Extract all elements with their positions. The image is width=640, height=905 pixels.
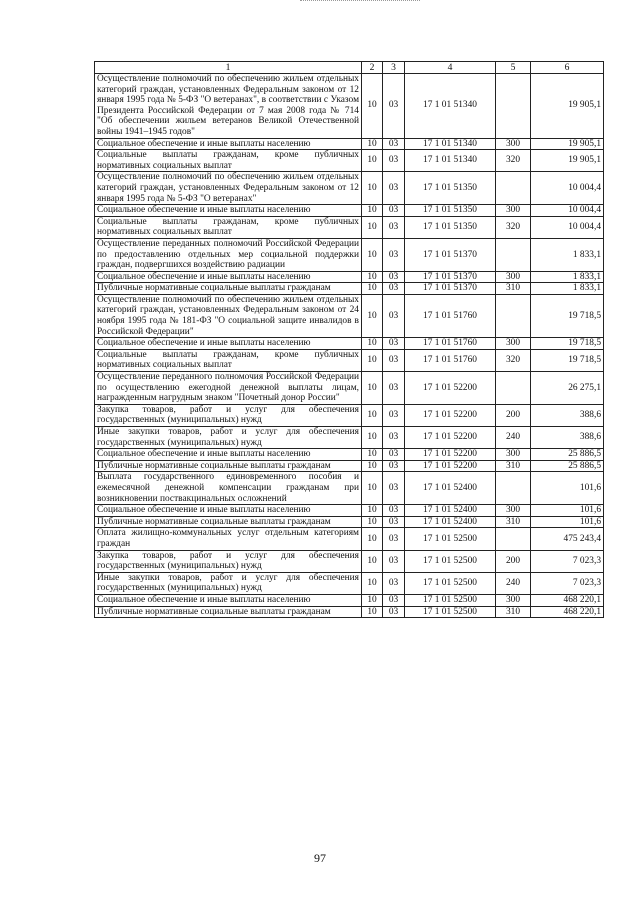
- expense-type-code: 300: [496, 338, 531, 350]
- razdel-code: 10: [362, 372, 383, 405]
- expense-name: Социальные выплаты гражданам, кроме публичных нормативных социальных выплат: [95, 150, 362, 172]
- expense-type-code: 300: [496, 505, 531, 517]
- expense-name: Иные закупки товаров, работ и услуг для обеспечения государственных (муниципальных) нужд: [95, 427, 362, 449]
- expense-type-code: [496, 472, 531, 505]
- podrazdel-code: 03: [383, 138, 405, 150]
- table-row: [95, 372, 604, 405]
- column-header-1: 1: [95, 62, 362, 74]
- expense-type-code: [496, 74, 531, 139]
- expense-type-code: [496, 294, 531, 337]
- podrazdel-code: 03: [383, 460, 405, 472]
- table-row: [95, 271, 604, 283]
- podrazdel-code: 03: [383, 594, 405, 606]
- table-row: [95, 172, 604, 205]
- scan-edge-mark: [300, 0, 420, 3]
- razdel-code: 10: [362, 338, 383, 350]
- table-row: [95, 550, 604, 572]
- table-row: [95, 338, 604, 350]
- expense-name: Выплата государственного единовременного пособия и ежемесячной денежной компенсации гражданам при возникновении поствакцинальных осложнений: [95, 472, 362, 505]
- amount: 1 833,1: [531, 283, 604, 295]
- table-row: [95, 449, 604, 461]
- table-row: [95, 505, 604, 517]
- razdel-code: 10: [362, 427, 383, 449]
- expense-name: Публичные нормативные социальные выплаты гражданам: [95, 516, 362, 528]
- razdel-code: 10: [362, 283, 383, 295]
- target-article-code: 17 1 01 52400: [405, 472, 496, 505]
- amount: 19 718,5: [531, 294, 604, 337]
- razdel-code: 10: [362, 404, 383, 426]
- razdel-code: 10: [362, 449, 383, 461]
- amount: 25 886,5: [531, 449, 604, 461]
- expense-type-code: 300: [496, 271, 531, 283]
- expense-type-code: [496, 372, 531, 405]
- target-article-code: 17 1 01 51370: [405, 271, 496, 283]
- amount: 19 905,1: [531, 74, 604, 139]
- expense-name: Социальное обеспечение и иные выплаты населению: [95, 338, 362, 350]
- expense-type-code: 310: [496, 460, 531, 472]
- target-article-code: 17 1 01 51350: [405, 216, 496, 238]
- razdel-code: 10: [362, 606, 383, 618]
- expense-name: Публичные нормативные социальные выплаты гражданам: [95, 283, 362, 295]
- column-header-2: 2: [362, 62, 383, 74]
- podrazdel-code: 03: [383, 238, 405, 271]
- expense-name: Осуществление полномочий по обеспечению жильем отдельных категорий граждан, установленных Федеральным законом от 12 января 1995 года № 5-ФЗ "О ветеранах", в соответствии с Указом Президента Российской Федерации от 7 мая 2008 года № 714 "Об обеспечении жильем ветеранов Великой Отечественной войны 1941–1945 годов": [95, 74, 362, 139]
- expense-type-code: 200: [496, 550, 531, 572]
- target-article-code: 17 1 01 52200: [405, 460, 496, 472]
- razdel-code: 10: [362, 349, 383, 371]
- table-row: [95, 528, 604, 550]
- column-header-3: 3: [383, 62, 405, 74]
- expense-name: Закупка товаров, работ и услуг для обеспечения государственных (муниципальных) нужд: [95, 404, 362, 426]
- razdel-code: 10: [362, 216, 383, 238]
- amount: 10 004,4: [531, 205, 604, 217]
- target-article-code: 17 1 01 52200: [405, 449, 496, 461]
- table-row: [95, 516, 604, 528]
- table-row: [95, 349, 604, 371]
- expense-type-code: 320: [496, 349, 531, 371]
- table-row: [95, 294, 604, 337]
- target-article-code: 17 1 01 51760: [405, 294, 496, 337]
- table-row: [95, 572, 604, 594]
- expense-type-code: [496, 172, 531, 205]
- expense-name: Публичные нормативные социальные выплаты гражданам: [95, 606, 362, 618]
- podrazdel-code: 03: [383, 216, 405, 238]
- table-row: [95, 427, 604, 449]
- amount: 25 886,5: [531, 460, 604, 472]
- table-row: [95, 74, 604, 139]
- expense-type-code: 240: [496, 572, 531, 594]
- amount: 388,6: [531, 427, 604, 449]
- podrazdel-code: 03: [383, 606, 405, 618]
- expense-type-code: 300: [496, 449, 531, 461]
- razdel-code: 10: [362, 294, 383, 337]
- column-header-5: 5: [496, 62, 531, 74]
- podrazdel-code: 03: [383, 338, 405, 350]
- expense-name: Социальное обеспечение и иные выплаты населению: [95, 594, 362, 606]
- target-article-code: 17 1 01 52200: [405, 372, 496, 405]
- target-article-code: 17 1 01 51340: [405, 74, 496, 139]
- expense-name: Осуществление переданного полномочия Российской Федерации по осуществлению ежегодной денежной выплаты лицам, награжденным нагрудным знаком "Почетный донор России": [95, 372, 362, 405]
- table-row: [95, 205, 604, 217]
- podrazdel-code: 03: [383, 516, 405, 528]
- column-header-6: 6: [531, 62, 604, 74]
- expense-type-code: 320: [496, 150, 531, 172]
- expense-name: Закупка товаров, работ и услуг для обеспечения государственных (муниципальных) нужд: [95, 550, 362, 572]
- razdel-code: 10: [362, 271, 383, 283]
- amount: 19 718,5: [531, 338, 604, 350]
- page-number: 97: [314, 851, 326, 865]
- expense-type-code: 320: [496, 216, 531, 238]
- target-article-code: 17 1 01 51760: [405, 349, 496, 371]
- amount: 10 004,4: [531, 172, 604, 205]
- expense-name: Иные закупки товаров, работ и услуг для обеспечения государственных (муниципальных) нужд: [95, 572, 362, 594]
- target-article-code: 17 1 01 52500: [405, 572, 496, 594]
- table-row: [95, 150, 604, 172]
- header-row: [95, 62, 604, 74]
- expense-type-code: 300: [496, 594, 531, 606]
- target-article-code: 17 1 01 51760: [405, 338, 496, 350]
- razdel-code: 10: [362, 74, 383, 139]
- target-article-code: 17 1 01 52500: [405, 550, 496, 572]
- table-body: [95, 74, 604, 618]
- expense-type-code: 300: [496, 138, 531, 150]
- podrazdel-code: 03: [383, 294, 405, 337]
- amount: 19 905,1: [531, 150, 604, 172]
- target-article-code: 17 1 01 52400: [405, 516, 496, 528]
- amount: 7 023,3: [531, 550, 604, 572]
- amount: 468 220,1: [531, 606, 604, 618]
- target-article-code: 17 1 01 51340: [405, 150, 496, 172]
- podrazdel-code: 03: [383, 427, 405, 449]
- amount: 19 905,1: [531, 138, 604, 150]
- expense-name: Социальное обеспечение и иные выплаты населению: [95, 271, 362, 283]
- expense-type-code: 300: [496, 205, 531, 217]
- target-article-code: 17 1 01 51370: [405, 238, 496, 271]
- expense-name: Осуществление переданных полномочий Российской Федерации по предоставлению отдельных мер социальной поддержки граждан, подвергшихся воздействию радиации: [95, 238, 362, 271]
- expense-name: Социальное обеспечение и иные выплаты населению: [95, 205, 362, 217]
- amount: 7 023,3: [531, 572, 604, 594]
- razdel-code: 10: [362, 172, 383, 205]
- budget-table: [94, 61, 604, 618]
- table-row: [95, 594, 604, 606]
- razdel-code: 10: [362, 238, 383, 271]
- expense-name: Осуществление полномочий по обеспечению жильем отдельных категорий граждан, установленных Федеральным законом от 24 ноября 1995 года № 181-ФЗ "О социальной защите инвалидов в Российской Федерации": [95, 294, 362, 337]
- amount: 468 220,1: [531, 594, 604, 606]
- amount: 1 833,1: [531, 238, 604, 271]
- amount: 26 275,1: [531, 372, 604, 405]
- column-header-4: 4: [405, 62, 496, 74]
- target-article-code: 17 1 01 51340: [405, 138, 496, 150]
- expense-name: Социальные выплаты гражданам, кроме публичных нормативных социальных выплат: [95, 349, 362, 371]
- expense-type-code: 310: [496, 516, 531, 528]
- amount: 101,6: [531, 505, 604, 517]
- razdel-code: 10: [362, 505, 383, 517]
- amount: 19 718,5: [531, 349, 604, 371]
- target-article-code: 17 1 01 51370: [405, 283, 496, 295]
- target-article-code: 17 1 01 52500: [405, 528, 496, 550]
- podrazdel-code: 03: [383, 505, 405, 517]
- podrazdel-code: 03: [383, 74, 405, 139]
- podrazdel-code: 03: [383, 205, 405, 217]
- target-article-code: 17 1 01 52500: [405, 594, 496, 606]
- razdel-code: 10: [362, 528, 383, 550]
- target-article-code: 17 1 01 52500: [405, 606, 496, 618]
- table-header: [95, 62, 604, 74]
- table-row: [95, 238, 604, 271]
- amount: 101,6: [531, 472, 604, 505]
- expense-type-code: 200: [496, 404, 531, 426]
- expense-name: Социальные выплаты гражданам, кроме публичных нормативных социальных выплат: [95, 216, 362, 238]
- amount: 475 243,4: [531, 528, 604, 550]
- expense-type-code: [496, 238, 531, 271]
- podrazdel-code: 03: [383, 404, 405, 426]
- razdel-code: 10: [362, 594, 383, 606]
- target-article-code: 17 1 01 52400: [405, 505, 496, 517]
- expense-name: Осуществление полномочий по обеспечению жильем отдельных категорий граждан, установленных Федеральным законом от 12 января 1995 года № 5-ФЗ "О ветеранах": [95, 172, 362, 205]
- razdel-code: 10: [362, 150, 383, 172]
- expense-name: Публичные нормативные социальные выплаты гражданам: [95, 460, 362, 472]
- table-row: [95, 472, 604, 505]
- target-article-code: 17 1 01 52200: [405, 404, 496, 426]
- amount: 101,6: [531, 516, 604, 528]
- podrazdel-code: 03: [383, 550, 405, 572]
- expense-name: Социальное обеспечение и иные выплаты населению: [95, 138, 362, 150]
- podrazdel-code: 03: [383, 150, 405, 172]
- amount: 1 833,1: [531, 271, 604, 283]
- razdel-code: 10: [362, 138, 383, 150]
- amount: 388,6: [531, 404, 604, 426]
- podrazdel-code: 03: [383, 271, 405, 283]
- expense-type-code: 310: [496, 606, 531, 618]
- table-row: [95, 283, 604, 295]
- razdel-code: 10: [362, 572, 383, 594]
- expense-type-code: [496, 528, 531, 550]
- target-article-code: 17 1 01 52200: [405, 427, 496, 449]
- razdel-code: 10: [362, 516, 383, 528]
- table-row: [95, 460, 604, 472]
- expense-name: Оплата жилищно-коммунальных услуг отдельным категориям граждан: [95, 528, 362, 550]
- expense-name: Социальное обеспечение и иные выплаты населению: [95, 449, 362, 461]
- table-row: [95, 138, 604, 150]
- razdel-code: 10: [362, 550, 383, 572]
- razdel-code: 10: [362, 472, 383, 505]
- podrazdel-code: 03: [383, 283, 405, 295]
- target-article-code: 17 1 01 51350: [405, 205, 496, 217]
- target-article-code: 17 1 01 51350: [405, 172, 496, 205]
- expense-type-code: 240: [496, 427, 531, 449]
- podrazdel-code: 03: [383, 572, 405, 594]
- podrazdel-code: 03: [383, 449, 405, 461]
- amount: 10 004,4: [531, 216, 604, 238]
- podrazdel-code: 03: [383, 372, 405, 405]
- expense-type-code: 310: [496, 283, 531, 295]
- expense-name: Социальное обеспечение и иные выплаты населению: [95, 505, 362, 517]
- podrazdel-code: 03: [383, 528, 405, 550]
- podrazdel-code: 03: [383, 472, 405, 505]
- podrazdel-code: 03: [383, 349, 405, 371]
- podrazdel-code: 03: [383, 172, 405, 205]
- table-row: [95, 216, 604, 238]
- table-row: [95, 606, 604, 618]
- razdel-code: 10: [362, 460, 383, 472]
- table-row: [95, 404, 604, 426]
- razdel-code: 10: [362, 205, 383, 217]
